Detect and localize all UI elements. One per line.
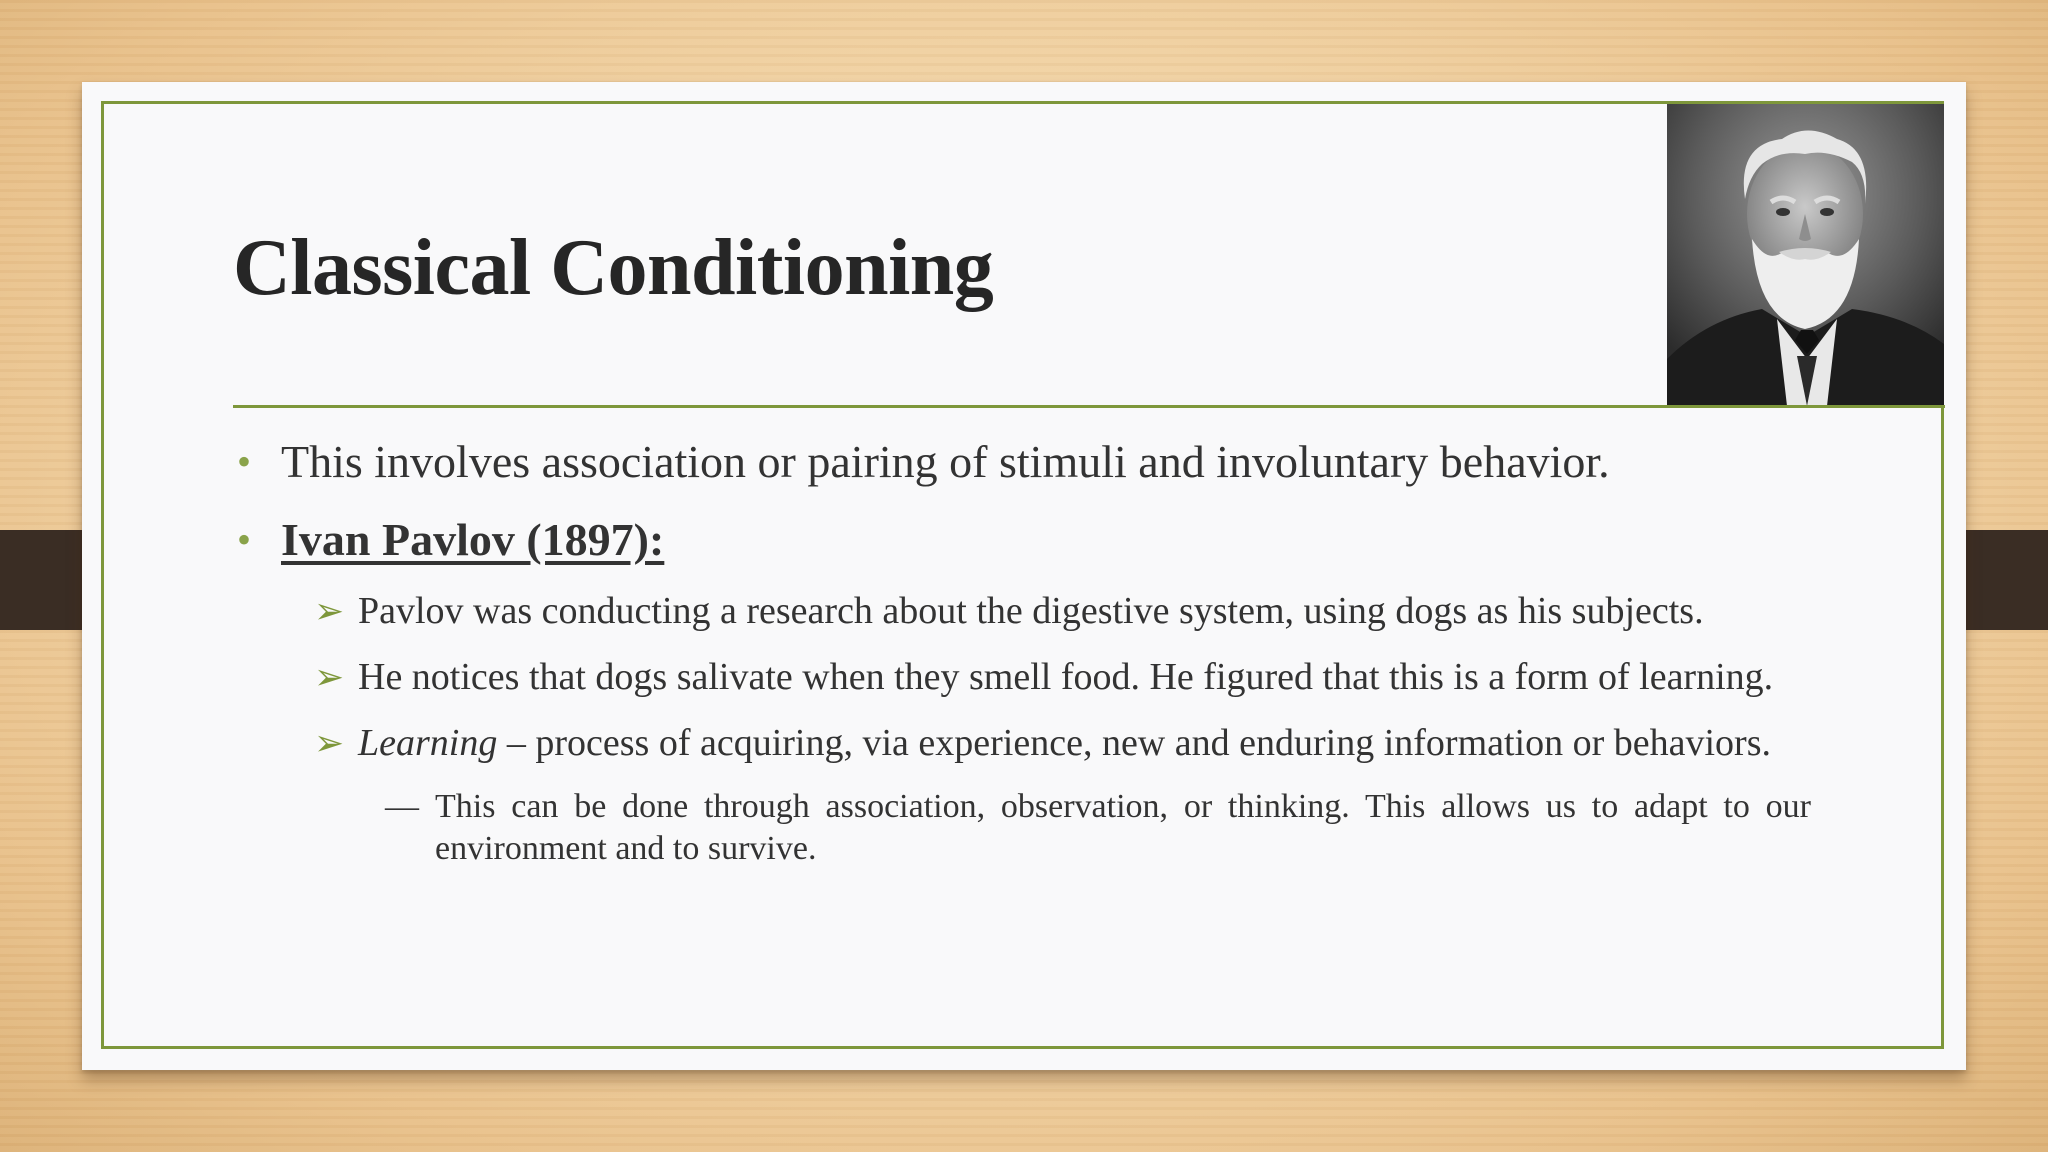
detail-item xyxy=(385,786,1811,870)
bullet-text: This involves association or pairing of stimuli and involuntary behavior. xyxy=(281,436,1610,487)
slide-content xyxy=(233,432,1813,870)
arrow-bullet-icon: ➢ xyxy=(314,723,345,763)
sub-bullet-item xyxy=(314,654,1811,700)
definition-term: Learning xyxy=(358,722,498,764)
detail-text: This can be done through association, observation, or thinking. This allows us to adapt to our environment and to survive. xyxy=(435,788,1811,867)
sub-bullet-item xyxy=(314,720,1811,766)
bullet-heading: Ivan Pavlov (1897): xyxy=(281,514,665,565)
sub-bullet-text: – process of acquiring, via experience, new and enduring information or behaviors. xyxy=(497,722,1771,764)
sub-bullet-text: He notices that dogs salivate when they smell food. He figured that this is a form of learning. xyxy=(358,656,1774,698)
portrait-photo xyxy=(1667,104,1944,406)
bullet-dot-icon: • xyxy=(237,517,252,562)
portrait-icon xyxy=(1667,104,1944,406)
dash-bullet-icon: — xyxy=(385,788,419,825)
slide-title: Classical Conditioning xyxy=(233,224,994,312)
bullet-dot-icon: • xyxy=(237,439,252,484)
title-divider xyxy=(233,405,1945,408)
bullet-item xyxy=(233,510,1813,570)
arrow-bullet-icon: ➢ xyxy=(314,591,345,631)
arrow-bullet-icon: ➢ xyxy=(314,657,345,697)
sub-bullet-text: Pavlov was conducting a research about the digestive system, using dogs as his subjects. xyxy=(358,590,1704,632)
bullet-item xyxy=(233,432,1813,492)
sub-bullet-item xyxy=(314,588,1811,634)
